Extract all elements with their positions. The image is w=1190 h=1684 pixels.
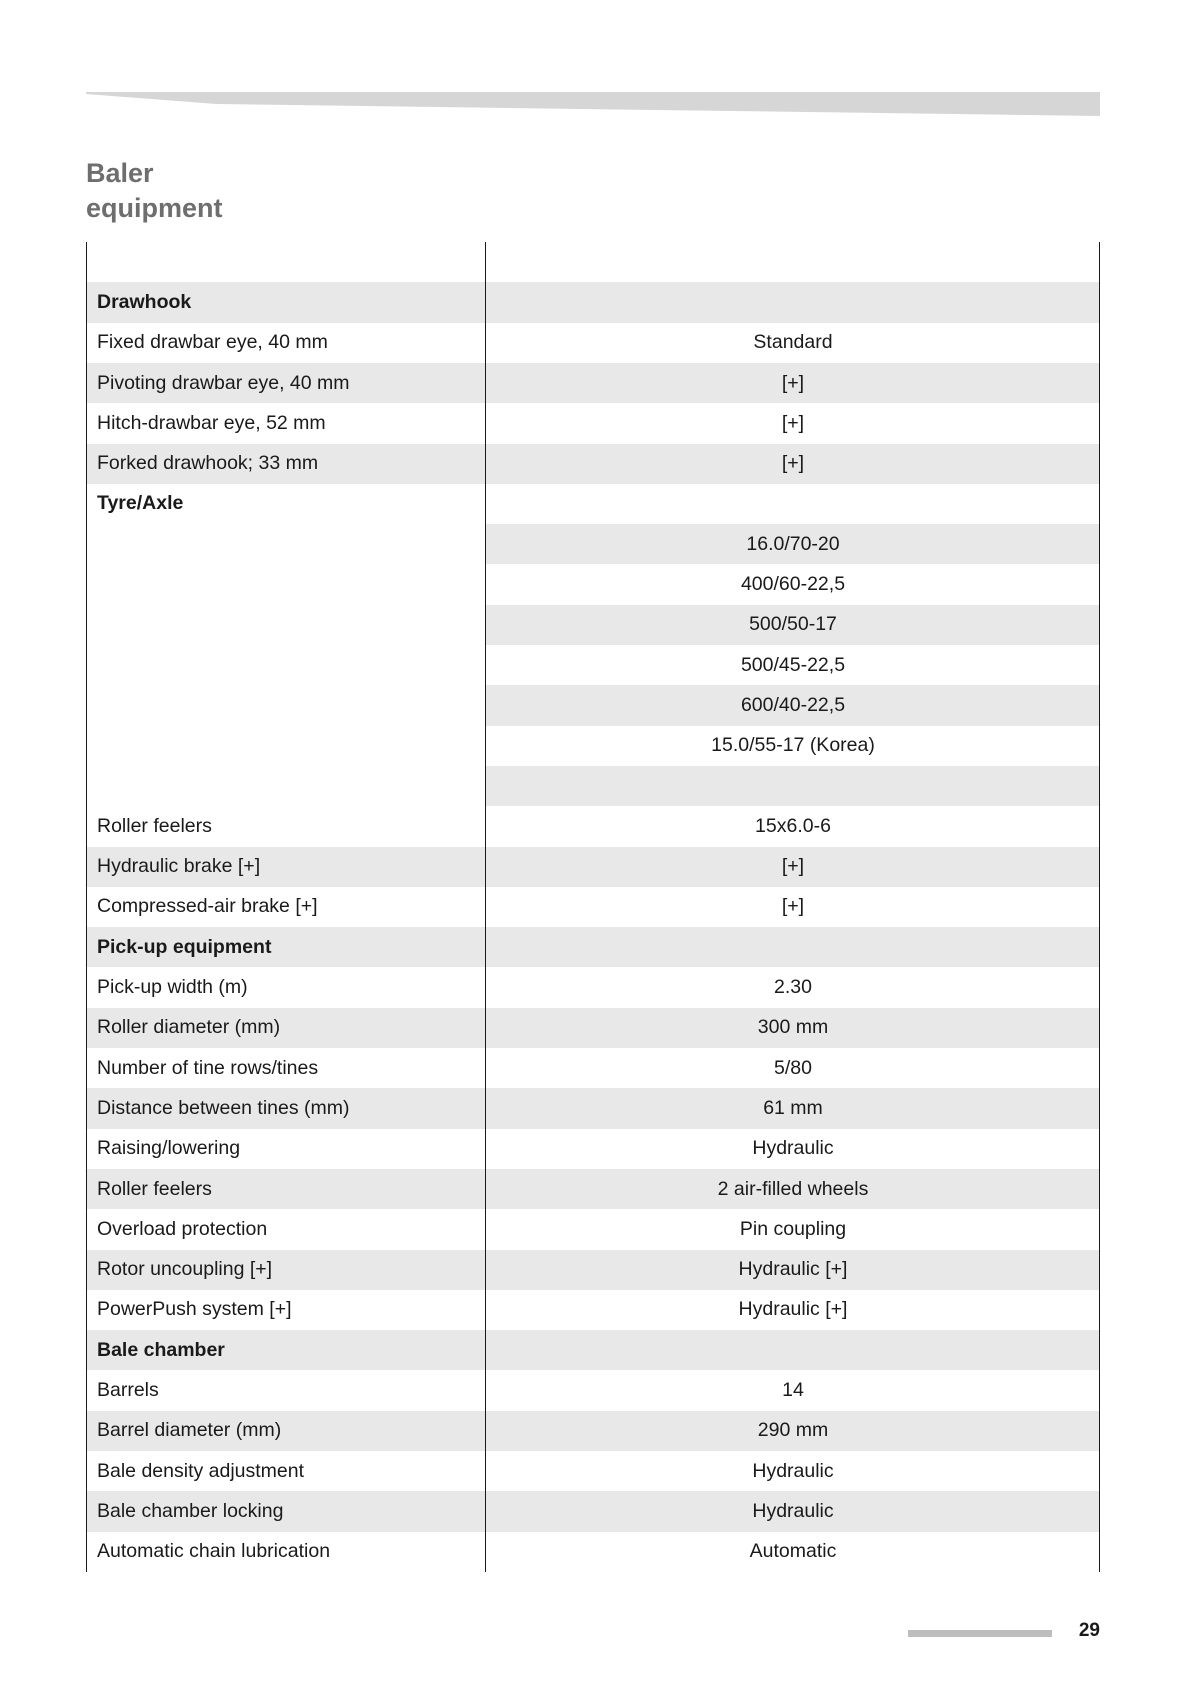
spec-value: 500/45-22,5 [740, 653, 846, 676]
section-heading-line-1: Baler [86, 158, 154, 188]
header-band-shape [86, 92, 1100, 116]
spec-value: 500/50-17 [749, 613, 837, 636]
spec-value: [+] [781, 411, 805, 434]
section-label: Bale chamber [97, 1338, 225, 1361]
spec-value: [+] [781, 371, 805, 394]
table-row [86, 766, 1100, 806]
spec-value: 61 mm [763, 1096, 823, 1119]
table-row [86, 685, 1100, 725]
table-row [86, 1330, 1100, 1370]
spec-value: 2.30 [774, 976, 812, 999]
table-row [86, 806, 1100, 846]
spec-value: Hydraulic [+] [738, 1298, 848, 1321]
table-row [86, 1451, 1100, 1491]
table-row [86, 1008, 1100, 1048]
spec-value: 16.0/70-20 [746, 532, 840, 555]
table-row [86, 403, 1100, 443]
spec-value: Hydraulic [752, 1499, 834, 1522]
table-row [86, 1088, 1100, 1128]
spec-label: Forked drawhook; 33 mm [97, 452, 319, 475]
spec-label: Rotor uncoupling [+] [97, 1258, 273, 1281]
spec-label: Pivoting drawbar eye, 40 mm [97, 371, 350, 394]
spec-value: 5/80 [774, 1056, 812, 1079]
table-row [86, 927, 1100, 967]
spec-value: Hydraulic [752, 1459, 834, 1482]
page-number: 29 [1078, 1620, 1100, 1641]
section-label: Pick-up equipment [97, 935, 272, 958]
table-row [86, 1532, 1100, 1572]
spec-value: 300 mm [757, 1016, 829, 1039]
table-border-right [1099, 242, 1100, 1572]
table-row [86, 1209, 1100, 1249]
table-border-left [86, 242, 87, 1572]
table-row [86, 605, 1100, 645]
spec-label: Roller feelers [97, 814, 212, 837]
spec-value: 400/60-22,5 [740, 573, 846, 596]
spec-label: Roller diameter (mm) [97, 1016, 281, 1039]
section-heading-line-2: equipment [86, 193, 223, 223]
table-row [86, 484, 1100, 524]
spec-value: 15x6.0-6 [755, 814, 831, 837]
table-row [86, 1491, 1100, 1531]
table-row [86, 1370, 1100, 1410]
spec-label: Overload protection [97, 1217, 268, 1240]
spec-value [486, 1330, 1100, 1370]
section-label: Tyre/Axle [97, 492, 184, 515]
spec-value [486, 766, 1100, 806]
footer-bar [908, 1630, 1052, 1637]
table-row [86, 726, 1100, 766]
spec-label: Hitch-drawbar eye, 52 mm [97, 411, 326, 434]
table-row [86, 887, 1100, 927]
spec-label: Bale chamber locking [97, 1499, 284, 1522]
spec-value: Hydraulic [+] [738, 1258, 848, 1281]
table-row [86, 323, 1100, 363]
spec-value: Pin coupling [739, 1217, 847, 1240]
table-column-divider [485, 242, 486, 1572]
table-row [86, 242, 1100, 282]
section-heading [86, 156, 223, 226]
spec-label: Bale density adjustment [97, 1459, 305, 1482]
spec-label: Raising/lowering [97, 1137, 241, 1160]
spec-label: Compressed-air brake [+] [97, 895, 318, 918]
header-band [86, 90, 1100, 118]
table-row [86, 1290, 1100, 1330]
spec-value: 15.0/55-17 (Korea) [711, 734, 875, 757]
table-row [86, 645, 1100, 685]
spec-label: PowerPush system [+] [97, 1298, 292, 1321]
table-row [86, 564, 1100, 604]
spec-value: [+] [781, 452, 805, 475]
spec-value: Hydraulic [752, 1137, 834, 1160]
table-row [86, 1129, 1100, 1169]
spec-value: 290 mm [757, 1419, 829, 1442]
spec-label: Hydraulic brake [+] [97, 855, 261, 878]
spec-label: Automatic chain lubrication [97, 1540, 331, 1563]
spec-value [486, 242, 1100, 282]
spec-label: Barrel diameter (mm) [97, 1419, 282, 1442]
spec-label: Barrels [97, 1379, 159, 1402]
spec-value: 2 air-filled wheels [717, 1177, 869, 1200]
table-row [86, 1169, 1100, 1209]
spec-value: 600/40-22,5 [740, 693, 846, 716]
table-row [86, 444, 1100, 484]
spec-label: Distance between tines (mm) [97, 1096, 350, 1119]
spec-label: Number of tine rows/tines [97, 1056, 319, 1079]
table-row [86, 1411, 1100, 1451]
spec-label: Fixed drawbar eye, 40 mm [97, 331, 328, 354]
section-label: Drawhook [97, 290, 192, 313]
table-row [86, 1048, 1100, 1088]
spec-value: [+] [781, 855, 805, 878]
spec-value: Standard [753, 331, 833, 354]
spec-value: 14 [782, 1379, 804, 1402]
spec-label: Pick-up width (m) [97, 976, 248, 999]
table-row [86, 967, 1100, 1007]
spec-value [486, 282, 1100, 322]
spec-value [486, 927, 1100, 967]
spec-value: Automatic [749, 1540, 837, 1563]
table-row [86, 847, 1100, 887]
table-row [86, 524, 1100, 564]
spec-value: [+] [781, 895, 805, 918]
table-row [86, 282, 1100, 322]
table-row [86, 363, 1100, 403]
table-row [86, 1250, 1100, 1290]
spec-table [86, 242, 1100, 1572]
spec-label: Roller feelers [97, 1177, 212, 1200]
spec-value [486, 484, 1100, 524]
